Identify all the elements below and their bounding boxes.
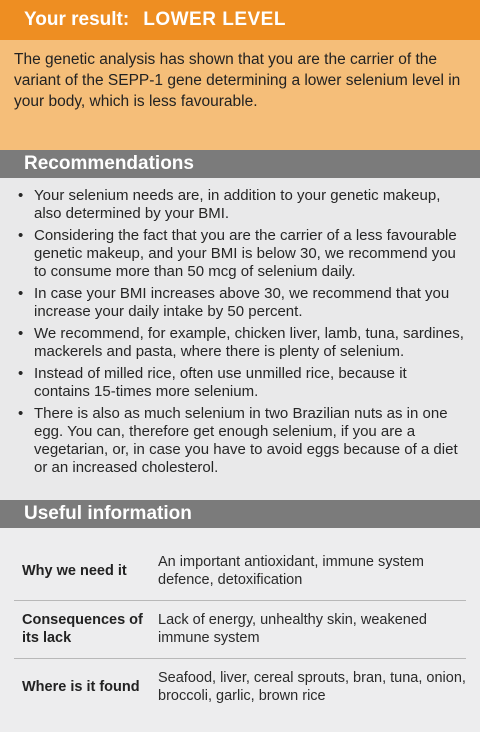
useful-info-header — [0, 500, 480, 528]
useful-info-table — [14, 542, 466, 716]
row-key: Where is it found — [22, 679, 140, 696]
table-row — [14, 658, 466, 716]
row-key: Why we need it — [22, 562, 127, 579]
useful-info-title: Useful information — [24, 503, 192, 524]
row-value: Seafood, liver, cereal sprouts, bran, tuna, onion, broccoli, garlic, brown rice — [158, 670, 466, 705]
recommendation-item — [14, 405, 466, 477]
result-value: LOWER LEVEL — [143, 9, 286, 30]
recommendations-title: Recommendations — [24, 153, 194, 174]
row-value: Lack of energy, unhealthy skin, weakened immune system — [158, 612, 427, 646]
recommendation-item — [14, 285, 466, 321]
recommendation-text: There is also as much selenium in two Brazilian nuts as in one egg. You can, therefore get enough selenium, if you are a vegetarian, or, in case you have to avoid eggs because of a diet or an increased cholesterol. — [34, 405, 458, 476]
table-row — [14, 600, 466, 658]
recommendation-item — [14, 187, 466, 223]
recommendation-item — [14, 325, 466, 361]
bullet-icon: • — [18, 227, 24, 244]
row-value: An important antioxidant, immune system defence, detoxification — [158, 553, 424, 588]
bullet-icon: • — [18, 187, 24, 204]
result-description: The genetic analysis has shown that you are the carrier of the variant of the SEPP-1 gene determining a lower selenium level in your body, which is less favourable. — [0, 40, 480, 150]
bullet-icon: • — [18, 325, 24, 342]
bullet-icon: • — [18, 365, 24, 382]
result-label: Your result: — [24, 9, 130, 30]
recommendation-text: Instead of milled rice, often use unmilled rice, because it contains 15-times more selenium. — [34, 365, 407, 400]
recommendations-list — [14, 187, 466, 477]
recommendation-item — [14, 227, 466, 281]
table-row — [14, 542, 466, 600]
bullet-icon: • — [18, 285, 24, 302]
recommendations-header — [0, 150, 480, 178]
bullet-icon: • — [18, 405, 24, 422]
recommendations-body — [0, 178, 480, 500]
useful-info-body — [0, 528, 480, 732]
recommendation-text: Considering the fact that you are the carrier of a less favourable genetic makeup, and your BMI is below 30, we recommend you to consume more than 50 mcg of selenium daily. — [34, 227, 457, 280]
recommendation-text: We recommend, for example, chicken liver, lamb, tuna, sardines, mackerels and pasta, where there is plenty of selenium. — [34, 325, 464, 360]
recommendation-item — [14, 365, 466, 401]
result-header — [0, 0, 480, 40]
recommendation-text: In case your BMI increases above 30, we recommend that you increase your daily intake by 50 percent. — [34, 285, 450, 320]
recommendation-text: Your selenium needs are, in addition to your genetic makeup, also determined by your BMI. — [34, 187, 441, 222]
row-key: Consequences of its lack — [22, 612, 143, 646]
